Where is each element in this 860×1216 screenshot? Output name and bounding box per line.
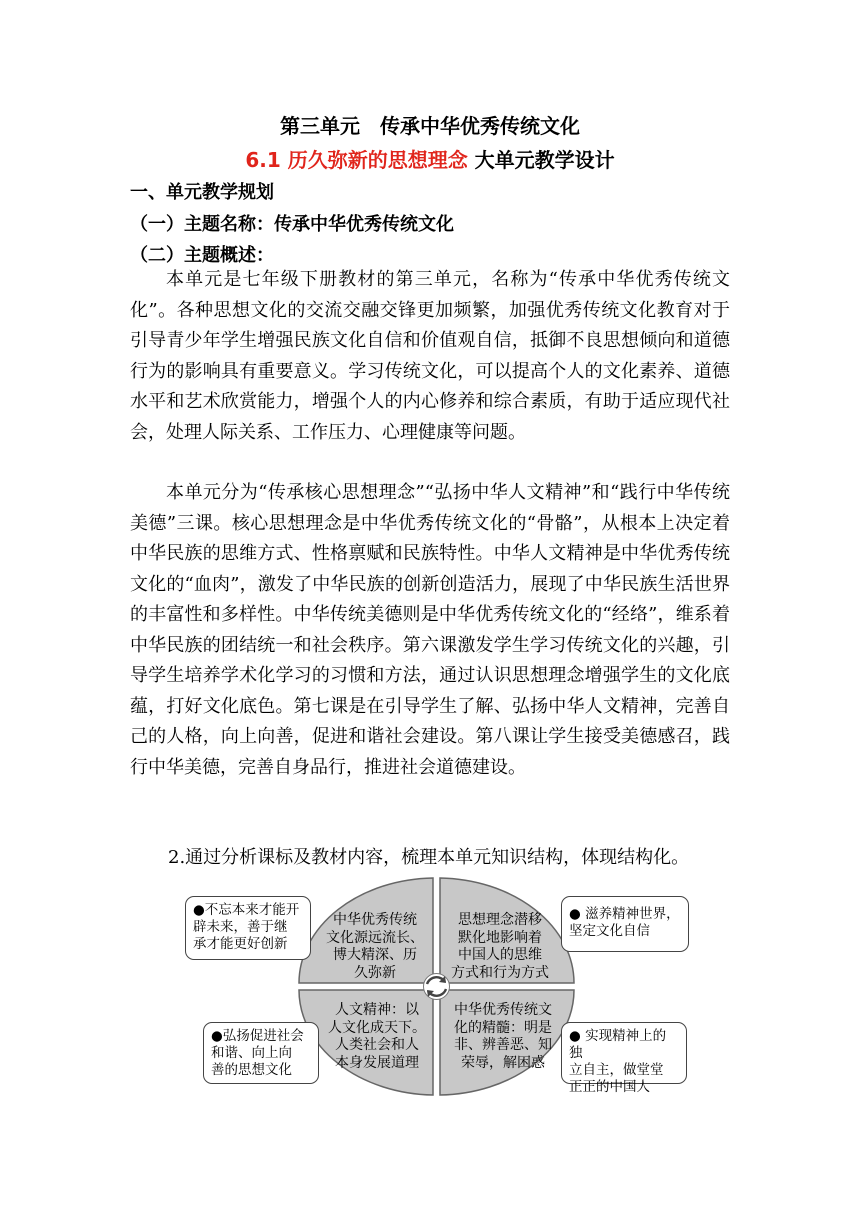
paragraph-1: 本单元是七年级下册教材的第三单元，名称为“传承中华优秀传统文化”。各种思想文化的交流交融交锋更加频繁，加强优秀传统文化教育对于引导青少年学生增强民族文化自信和价值观自信，抵御不良思想倾向和道德行为的影响具有重要意义。学习传统文化，可以提高个人的文化素养、道德水平和艺术欣赏能力，增强个人的内心修养和综合素质，有助于适应现代社会，处理人际关系、工作压力、心理健康等问题。 bbox=[130, 269, 730, 443]
quad-line: 思想理念潜移 bbox=[458, 912, 542, 928]
box-line: 正正的中国人 bbox=[569, 1079, 650, 1095]
lesson-title-rest: 大单元教学设计 bbox=[467, 148, 615, 172]
quad-line: 久弥新 bbox=[354, 964, 396, 981]
paragraph-3: 2.通过分析课标及教材内容，梳理本单元知识结构，体现结构化。 bbox=[168, 847, 690, 868]
box-line: 辟未来，善于继 bbox=[193, 919, 288, 935]
side-box-bottom-right bbox=[561, 1022, 687, 1095]
unit-title: 第三单元 传承中华优秀传统文化 bbox=[280, 114, 580, 138]
box-line: 承才能更好创新 bbox=[193, 936, 288, 952]
box-line: ● 实现精神上的独 bbox=[569, 1028, 667, 1061]
quad-line: 本身发展道理 bbox=[335, 1054, 419, 1071]
side-box-bottom-left bbox=[203, 1022, 319, 1084]
topic-name-heading: （一）主题名称：传承中华优秀传统文化 bbox=[130, 214, 454, 235]
section-heading: 一、单元教学规划 bbox=[130, 182, 274, 203]
quad-line: 中华优秀传统文 bbox=[454, 1002, 552, 1018]
quad-line: 中华优秀传统 bbox=[333, 912, 417, 928]
quad-line: 博大精深、历 bbox=[333, 947, 417, 963]
quadrant-text-bottom-left bbox=[323, 1002, 431, 1072]
box-line: 立自主，做堂堂 bbox=[569, 1062, 664, 1078]
box-line: ● 滋养精神世界， bbox=[569, 906, 680, 922]
quad-line: 默化地影响着 bbox=[458, 929, 542, 946]
quad-line: 人类社会和人 bbox=[335, 1037, 419, 1053]
quad-line: 非、辨善恶、知 bbox=[454, 1037, 552, 1053]
quad-line: 人文精神：以 bbox=[335, 1002, 419, 1018]
quad-line: 方式和行为方式 bbox=[451, 964, 549, 981]
box-line: 善的思想文化 bbox=[211, 1062, 292, 1078]
topic-overview-heading: （二）主题概述： bbox=[130, 245, 274, 266]
quad-line: 中国人的思维 bbox=[458, 947, 542, 963]
quad-line: 人文化成天下。 bbox=[328, 1019, 426, 1036]
box-line: ●不忘本来才能开 bbox=[193, 902, 300, 918]
quadrant-text-top-left bbox=[323, 912, 427, 982]
quadrant-text-bottom-right bbox=[445, 1002, 561, 1072]
quad-line: 化的精髓：明是 bbox=[454, 1019, 552, 1036]
side-box-top-right bbox=[561, 896, 689, 952]
quad-line: 荣辱，解困惑 bbox=[461, 1054, 545, 1071]
quad-line: 文化源远流长、 bbox=[326, 929, 424, 946]
box-line: 坚定文化自信 bbox=[569, 923, 650, 939]
box-line: 和谐、向上向 bbox=[211, 1045, 292, 1061]
box-line: ●弘扬促进社会 bbox=[211, 1028, 304, 1044]
paragraph-2: 本单元分为“传承核心思想理念”“弘扬中华人文精神”和“践行中华传统美德”三课。核心思想理念是中华优秀传统文化的“骨骼”，从根本上决定着中华民族的思维方式、性格禀赋和民族特性。中华人文精神是中华优秀传统文化的“血肉”，激发了中华民族的创新创造活力，展现了中华民族生活世界的丰富性和多样性。中华传统美德则是中华优秀传统文化的“经络”，维系着中华民族的团结统一和社会秩序。第六课激发学生学习传统文化的兴趣，引导学生培养学术化学习的习惯和方法，通过认识思想理念增强学生的文化底蕴，打好文化底色。第七课是在引导学生了解、弘扬中华人文精神，完善自己的人格，向上向善，促进和谐社会建设。第八课让学生接受美德感召，践行中华美德，完善自身品行，推进社会道德建设。 bbox=[130, 482, 730, 778]
knowledge-structure-diagram bbox=[183, 876, 693, 1096]
side-box-top-left bbox=[185, 896, 311, 960]
quadrant-text-top-right bbox=[445, 912, 555, 982]
lesson-title-red: 6.1 历久弥新的思想理念 bbox=[245, 148, 468, 172]
lesson-title bbox=[0, 144, 860, 173]
